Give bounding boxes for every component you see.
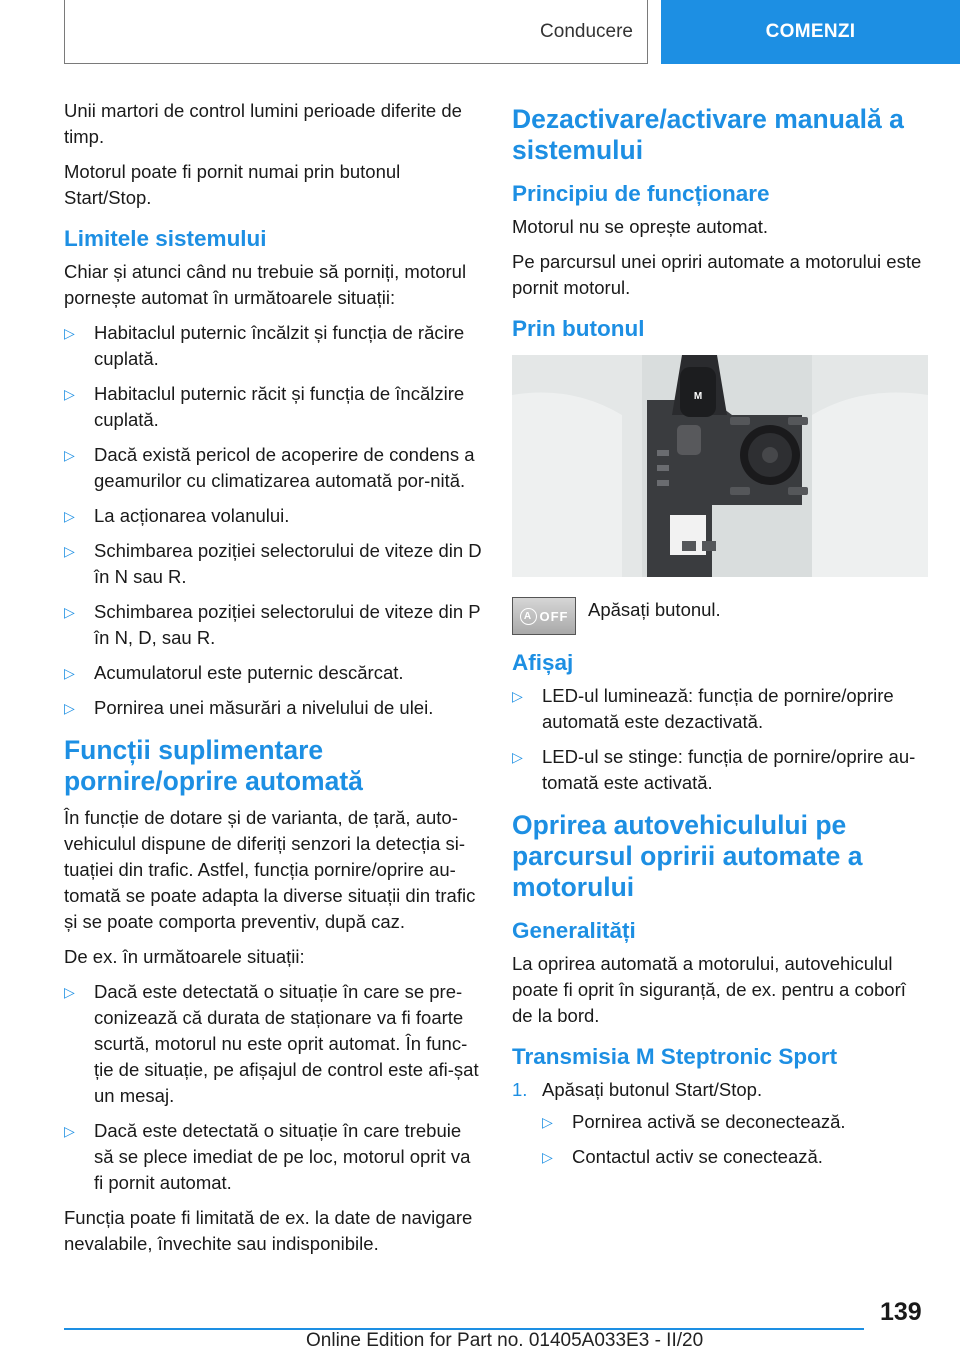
bullet-icon: ▷: [64, 665, 75, 681]
svg-text:M: M: [693, 391, 703, 402]
bullet-icon: ▷: [64, 604, 75, 620]
center-console-illustration: [512, 355, 928, 577]
list-item: ▷ LED-ul se stinge: funcția de pornire/oprire au-tomată este activată.: [512, 746, 916, 793]
footer-edition: Online Edition for Part no. 01405A033E3 - II/20: [306, 1330, 704, 1351]
bullet-icon: ▷: [64, 543, 75, 559]
bullet-icon: ▷: [542, 1114, 553, 1130]
list-item: ▷ Habitaclul puternic răcit și funcția de încălzire cuplată.: [64, 383, 465, 430]
section-heading: Generalități: [512, 918, 636, 943]
page-number: 139: [880, 1298, 922, 1326]
bullet-list: [512, 683, 930, 796]
list-item: ▷ Pornirea unei măsurări a nivelului de ulei.: [64, 695, 484, 721]
section-heading: Transmisia M Steptronic Sport: [512, 1044, 838, 1069]
bullet-icon: ▷: [64, 508, 75, 524]
list-item: ▷ Schimbarea poziției selectorului de viteze din D în N sau R.: [64, 540, 482, 587]
off-label: OFF: [539, 608, 569, 624]
list-item: ▷ LED-ul luminează: funcția de pornire/oprire automată este dezactivată.: [512, 685, 894, 732]
section-heading: Dezactivare/activare manuală a sistemului: [512, 104, 904, 165]
bullet-icon: ▷: [512, 749, 523, 765]
list-item: ▷ Dacă este detectată o situație în care se pre-conizează că durata de staționare va fi foarte scurtă, motorul nu este oprit automat. În func-ție de situație, pe afișajul de control este afi-șat un mesaj.: [64, 981, 479, 1106]
list-item: ▷ Schimbarea poziției selectorului de viteze din P în N, D, sau R.: [64, 601, 481, 648]
paragraph: Motorul poate fi pornit numai prin butonul Start/Stop.: [64, 161, 401, 208]
bullet-icon: ▷: [64, 984, 75, 1000]
paragraph: De ex. în următoarele situații:: [64, 946, 305, 967]
header-section-title: Conducere: [64, 0, 648, 64]
list-item: ▷ Contactul activ se conectează.: [542, 1144, 930, 1170]
bullet-list: [64, 979, 484, 1196]
header-chapter-tab[interactable]: COMENZI: [661, 0, 960, 64]
section-heading: Afișaj: [512, 650, 574, 675]
button-instruction-row: [512, 597, 930, 635]
auto-start-stop-off-icon[interactable]: [512, 597, 576, 635]
list-item: 1. Apăsați butonul Start/Stop. ▷ Pornirea activă se deconectează. ▷ Contactul activ se conectează.: [512, 1077, 930, 1170]
paragraph: Motorul nu se oprește automat.: [512, 216, 769, 237]
bullet-icon: ▷: [64, 700, 75, 716]
right-column: [512, 98, 930, 1179]
section-heading: Funcții suplimentare pornire/oprire automată: [64, 735, 363, 796]
list-item: ▷ Acumulatorul este puternic descărcat.: [64, 660, 484, 686]
bullet-icon: ▷: [542, 1149, 553, 1165]
paragraph: Chiar și atunci când nu trebuie să porniți, motorul pornește automat în următoarele situații:: [64, 261, 467, 308]
section-heading: Limitele sistemului: [64, 226, 267, 251]
bullet-icon: ▷: [512, 688, 523, 704]
bullet-list: [64, 320, 484, 721]
paragraph: În funcție de dotare și de varianta, de țară, auto-vehiculul dispune de diferiți senzori la detecția si-tuației din trafic. Astfel, funcția pornire/oprire au-tomată se poate adapta la diverse situații din trafic și se poate comporta preventiv, după caz.: [64, 807, 476, 932]
bullet-icon: ▷: [64, 447, 75, 463]
center-console-photo: [512, 355, 928, 577]
list-item: ▷ Dacă este detectată o situație în care trebuie să se plece imediat de pe loc, motorul oprit va fi pornit automat.: [64, 1120, 471, 1193]
left-column: [64, 98, 484, 1266]
paragraph: Funcția poate fi limitată de ex. la date de navigare nevalabile, învechite sau indisponibile.: [64, 1207, 473, 1254]
list-item: ▷ La acționarea volanului.: [64, 503, 484, 529]
paragraph: La oprirea automată a motorului, autovehiculul poate fi oprit în siguranță, de ex. pentru a coborî de la bord.: [512, 953, 906, 1026]
list-item: ▷ Habitaclul puternic încălzit și funcția de răcire cuplată.: [64, 322, 465, 369]
paragraph: Apăsați butonul.: [588, 599, 721, 620]
sub-bullet-list: [542, 1109, 930, 1170]
bullet-icon: ▷: [64, 386, 75, 402]
bullet-icon: ▷: [64, 1123, 75, 1139]
section-heading: Principiu de funcționare: [512, 181, 770, 206]
list-item: ▷ Dacă există pericol de acoperire de condens a geamurilor cu climatizarea automată por-nită.: [64, 444, 475, 491]
paragraph: Pe parcursul unei opriri automate a motorului este pornit motorul.: [512, 251, 922, 298]
step-number: 1.: [512, 1079, 528, 1100]
numbered-list: [512, 1077, 930, 1170]
section-heading: Prin butonul: [512, 316, 645, 341]
bullet-icon: ▷: [64, 325, 75, 341]
list-item: ▷ Pornirea activă se deconectează.: [542, 1109, 930, 1135]
auto-a-icon: A: [520, 608, 537, 625]
paragraph: Unii martori de control lumini perioade diferite de timp.: [64, 100, 462, 147]
section-heading: Oprirea autovehiculului pe parcursul opririi automate a motorului: [512, 810, 863, 902]
